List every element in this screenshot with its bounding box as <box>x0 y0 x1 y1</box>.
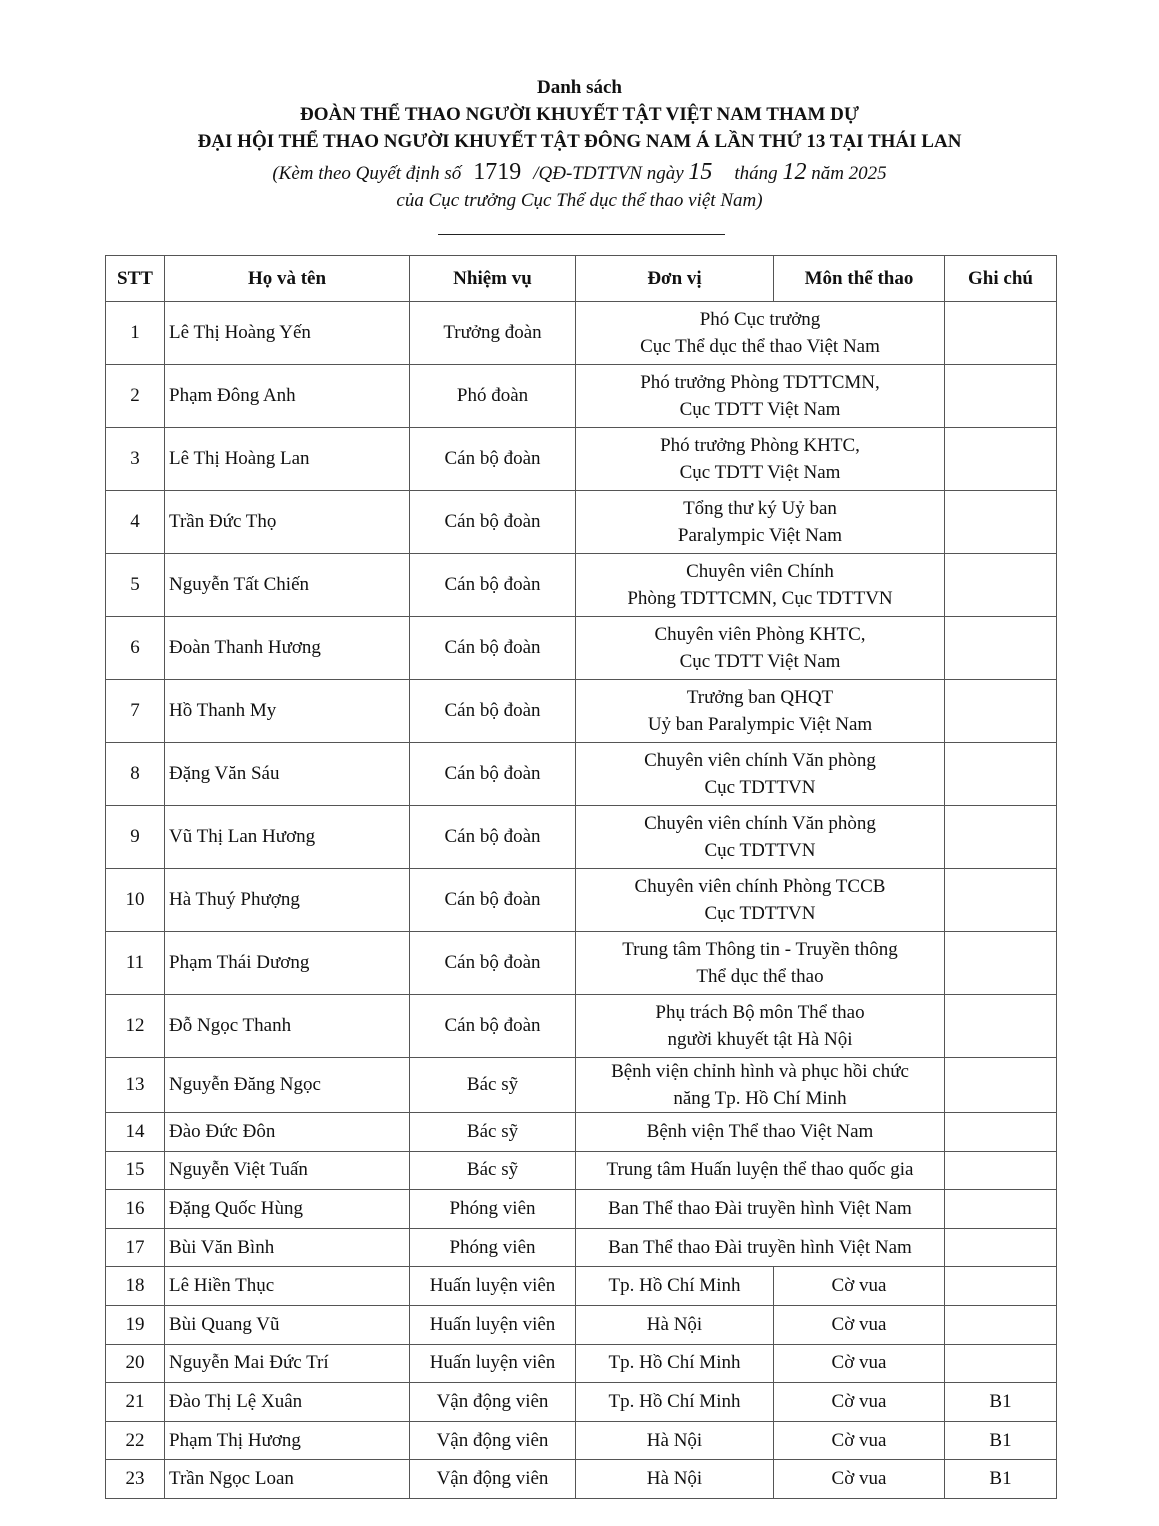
cell-stt: 3 <box>106 428 165 491</box>
decision-number: 1719 <box>473 159 522 185</box>
cell-name: Hà Thuý Phượng <box>165 869 410 932</box>
cell-note <box>945 932 1057 995</box>
cell-role: Phóng viên <box>410 1190 576 1229</box>
cell-name: Nguyễn Mai Đức Trí <box>165 1344 410 1383</box>
cell-stt: 16 <box>106 1190 165 1229</box>
cell-unit <box>576 995 945 1058</box>
cell-stt: 1 <box>106 302 165 365</box>
cell-unit: Ban Thể thao Đài truyền hình Việt Nam <box>576 1228 945 1267</box>
cell-unit: Ban Thể thao Đài truyền hình Việt Nam <box>576 1190 945 1229</box>
cell-role: Phóng viên <box>410 1228 576 1267</box>
cell-role: Bác sỹ <box>410 1151 576 1190</box>
cell-name: Đào Đức Đôn <box>165 1113 410 1152</box>
cell-role: Cán bộ đoàn <box>410 491 576 554</box>
table-row <box>106 1113 1057 1152</box>
col-header-stt: STT <box>106 256 165 302</box>
cell-name: Đặng Văn Sáu <box>165 743 410 806</box>
cell-note <box>945 302 1057 365</box>
cell-note <box>945 491 1057 554</box>
table-row <box>106 1228 1057 1267</box>
decision-code: /QĐ-TDTTVN ngày <box>533 163 684 184</box>
cell-role: Cán bộ đoàn <box>410 869 576 932</box>
cell-name: Đoàn Thanh Hương <box>165 617 410 680</box>
unit-line: Thể dục thể thao <box>696 966 824 987</box>
unit-line: Uỷ ban Paralympic Việt Nam <box>647 714 873 735</box>
cell-note <box>945 1228 1057 1267</box>
cell-unit <box>576 806 945 869</box>
doc-title: Danh sách <box>537 77 622 98</box>
unit-line: Phòng TDTTCMN, Cục TDTTVN <box>627 588 893 609</box>
unit-line: Phụ trách Bộ môn Thể thao <box>655 1002 865 1023</box>
issuer-line: của Cục trưởng Cục Thể dục thể thao việt Nam) <box>396 190 763 211</box>
cell-role: Huấn luyện viên <box>410 1344 576 1383</box>
cell-unit <box>576 869 945 932</box>
document-header <box>0 74 1159 214</box>
cell-stt: 18 <box>106 1267 165 1306</box>
cell-note <box>945 365 1057 428</box>
cell-unit <box>576 932 945 995</box>
cell-name: Vũ Thị Lan Hương <box>165 806 410 869</box>
cell-role: Huấn luyện viên <box>410 1267 576 1306</box>
cell-stt: 22 <box>106 1421 165 1460</box>
cell-role: Cán bộ đoàn <box>410 428 576 491</box>
cell-role: Cán bộ đoàn <box>410 932 576 995</box>
cell-stt: 5 <box>106 554 165 617</box>
col-header-sport: Môn thể thao <box>774 256 945 302</box>
cell-unit: Tp. Hồ Chí Minh <box>576 1344 774 1383</box>
cell-sport: Cờ vua <box>774 1344 945 1383</box>
cell-name: Nguyễn Tất Chiến <box>165 554 410 617</box>
cell-unit <box>576 1058 945 1113</box>
cell-note: B1 <box>945 1460 1057 1499</box>
cell-unit: Hà Nội <box>576 1421 774 1460</box>
col-header-name: Họ và tên <box>165 256 410 302</box>
cell-name: Lê Thị Hoàng Yến <box>165 302 410 365</box>
cell-role: Phó đoàn <box>410 365 576 428</box>
cell-note <box>945 554 1057 617</box>
unit-line: Tổng thư ký Uỷ ban <box>683 498 837 519</box>
cell-stt: 6 <box>106 617 165 680</box>
cell-stt: 2 <box>106 365 165 428</box>
unit-line: Chuyên viên chính Văn phòng <box>644 750 876 771</box>
cell-note <box>945 1344 1057 1383</box>
table-row <box>106 491 1057 554</box>
table-row <box>106 1305 1057 1344</box>
cell-note <box>945 680 1057 743</box>
cell-stt: 13 <box>106 1058 165 1113</box>
unit-line: Phó trưởng Phòng TDTTCMN, <box>640 372 880 393</box>
cell-role: Cán bộ đoàn <box>410 617 576 680</box>
cell-name: Lê Hiền Thục <box>165 1267 410 1306</box>
unit-line: Chuyên viên Chính <box>686 561 834 582</box>
cell-name: Đặng Quốc Hùng <box>165 1190 410 1229</box>
cell-stt: 9 <box>106 806 165 869</box>
unit-line: Chuyên viên chính Văn phòng <box>644 813 876 834</box>
cell-role: Trưởng đoàn <box>410 302 576 365</box>
cell-unit: Tp. Hồ Chí Minh <box>576 1267 774 1306</box>
table-row <box>106 1460 1057 1499</box>
cell-unit <box>576 428 945 491</box>
cell-role: Bác sỹ <box>410 1058 576 1113</box>
unit-line: năng Tp. Hồ Chí Minh <box>673 1088 847 1109</box>
cell-unit: Tp. Hồ Chí Minh <box>576 1383 774 1422</box>
col-header-unit: Đơn vị <box>576 256 774 302</box>
cell-note <box>945 806 1057 869</box>
header-divider <box>438 234 725 235</box>
cell-note <box>945 743 1057 806</box>
cell-name: Nguyễn Đăng Ngọc <box>165 1058 410 1113</box>
year-label: năm 2025 <box>811 163 887 184</box>
month-label: tháng <box>734 163 778 184</box>
cell-name: Nguyễn Việt Tuấn <box>165 1151 410 1190</box>
cell-unit <box>576 302 945 365</box>
cell-note <box>945 1058 1057 1113</box>
decision-day: 15 <box>688 159 713 185</box>
decision-month: 12 <box>782 159 807 185</box>
unit-line: Chuyên viên chính Phòng TCCB <box>634 876 886 897</box>
cell-stt: 7 <box>106 680 165 743</box>
cell-role: Huấn luyện viên <box>410 1305 576 1344</box>
unit-line: Paralympic Việt Nam <box>677 525 843 546</box>
cell-unit <box>576 554 945 617</box>
cell-unit: Bệnh viện Thể thao Việt Nam <box>576 1113 945 1152</box>
cell-unit <box>576 365 945 428</box>
cell-sport: Cờ vua <box>774 1383 945 1422</box>
cell-note <box>945 1113 1057 1152</box>
cell-stt: 8 <box>106 743 165 806</box>
cell-unit: Trung tâm Huấn luyện thể thao quốc gia <box>576 1151 945 1190</box>
cell-note <box>945 995 1057 1058</box>
table-row <box>106 932 1057 995</box>
cell-unit <box>576 680 945 743</box>
unit-line: Chuyên viên Phòng KHTC, <box>654 624 866 645</box>
cell-role: Cán bộ đoàn <box>410 995 576 1058</box>
cell-role: Cán bộ đoàn <box>410 806 576 869</box>
cell-note <box>945 617 1057 680</box>
unit-line: Trưởng ban QHQT <box>686 687 834 708</box>
cell-name: Bùi Văn Bình <box>165 1228 410 1267</box>
unit-line: Cục TDTTVN <box>704 777 816 798</box>
table-row <box>106 806 1057 869</box>
cell-name: Hồ Thanh My <box>165 680 410 743</box>
table-row <box>106 1151 1057 1190</box>
table-row <box>106 617 1057 680</box>
cell-unit <box>576 491 945 554</box>
unit-line: Phó trưởng Phòng KHTC, <box>660 435 860 456</box>
cell-note: B1 <box>945 1383 1057 1422</box>
table-row <box>106 1058 1057 1113</box>
unit-line: Cục TDTT Việt Nam <box>679 399 841 420</box>
unit-line: Cục Thể dục thể thao Việt Nam <box>640 336 880 357</box>
cell-stt: 15 <box>106 1151 165 1190</box>
table-row <box>106 1344 1057 1383</box>
cell-sport: Cờ vua <box>774 1267 945 1306</box>
table-row <box>106 554 1057 617</box>
cell-note <box>945 428 1057 491</box>
cell-sport: Cờ vua <box>774 1421 945 1460</box>
table-row <box>106 428 1057 491</box>
cell-unit <box>576 617 945 680</box>
doc-heading-1: ĐOÀN THỂ THAO NGƯỜI KHUYẾT TẬT VIỆT NAM THAM DỰ <box>299 104 859 125</box>
unit-line: Trung tâm Thông tin - Truyền thông <box>622 939 898 960</box>
decision-reference <box>0 159 1159 187</box>
cell-stt: 19 <box>106 1305 165 1344</box>
cell-stt: 11 <box>106 932 165 995</box>
cell-note: B1 <box>945 1421 1057 1460</box>
cell-sport: Cờ vua <box>774 1305 945 1344</box>
cell-stt: 20 <box>106 1344 165 1383</box>
cell-note <box>945 1190 1057 1229</box>
cell-role: Vận động viên <box>410 1421 576 1460</box>
cell-role: Bác sỹ <box>410 1113 576 1152</box>
col-header-note: Ghi chú <box>945 256 1057 302</box>
cell-stt: 10 <box>106 869 165 932</box>
col-header-role: Nhiệm vụ <box>410 256 576 302</box>
unit-line: Bệnh viện chỉnh hình và phục hồi chức <box>611 1061 909 1082</box>
cell-name: Trần Ngọc Loan <box>165 1460 410 1499</box>
cell-stt: 23 <box>106 1460 165 1499</box>
cell-name: Phạm Thái Dương <box>165 932 410 995</box>
decision-prefix: (Kèm theo Quyết định số <box>272 163 462 184</box>
unit-line: Cục TDTT Việt Nam <box>679 462 841 483</box>
cell-role: Vận động viên <box>410 1383 576 1422</box>
table-row <box>106 1383 1057 1422</box>
table-row <box>106 743 1057 806</box>
cell-stt: 4 <box>106 491 165 554</box>
cell-role: Vận động viên <box>410 1460 576 1499</box>
cell-name: Đỗ Ngọc Thanh <box>165 995 410 1058</box>
cell-name: Phạm Đông Anh <box>165 365 410 428</box>
cell-name: Phạm Thị Hương <box>165 1421 410 1460</box>
cell-note <box>945 1305 1057 1344</box>
doc-heading-2: ĐẠI HỘI THỂ THAO NGƯỜI KHUYẾT TẬT ĐÔNG NAM Á LẦN THỨ 13 TẠI THÁI LAN <box>197 131 962 152</box>
cell-note <box>945 1267 1057 1306</box>
cell-stt: 17 <box>106 1228 165 1267</box>
cell-name: Trần Đức Thọ <box>165 491 410 554</box>
cell-unit: Hà Nội <box>576 1460 774 1499</box>
cell-unit: Hà Nội <box>576 1305 774 1344</box>
table-row <box>106 1190 1057 1229</box>
cell-name: Đào Thị Lệ Xuân <box>165 1383 410 1422</box>
unit-line: Phó Cục trưởng <box>699 309 821 330</box>
cell-stt: 14 <box>106 1113 165 1152</box>
cell-role: Cán bộ đoàn <box>410 554 576 617</box>
table-row <box>106 1267 1057 1306</box>
table-row <box>106 869 1057 932</box>
cell-role: Cán bộ đoàn <box>410 680 576 743</box>
cell-name: Bùi Quang Vũ <box>165 1305 410 1344</box>
cell-name: Lê Thị Hoàng Lan <box>165 428 410 491</box>
cell-unit <box>576 743 945 806</box>
table-row <box>106 302 1057 365</box>
cell-role: Cán bộ đoàn <box>410 743 576 806</box>
unit-line: người khuyết tật Hà Nội <box>667 1029 853 1050</box>
cell-stt: 12 <box>106 995 165 1058</box>
table-row <box>106 365 1057 428</box>
table-row <box>106 995 1057 1058</box>
table-row <box>106 680 1057 743</box>
cell-stt: 21 <box>106 1383 165 1422</box>
cell-sport: Cờ vua <box>774 1460 945 1499</box>
unit-line: Cục TDTTVN <box>704 903 816 924</box>
table-row <box>106 1421 1057 1460</box>
table-header-row <box>106 256 1057 302</box>
unit-line: Cục TDTTVN <box>704 840 816 861</box>
delegation-table <box>105 255 1057 1499</box>
cell-note <box>945 1151 1057 1190</box>
unit-line: Cục TDTT Việt Nam <box>679 651 841 672</box>
cell-note <box>945 869 1057 932</box>
